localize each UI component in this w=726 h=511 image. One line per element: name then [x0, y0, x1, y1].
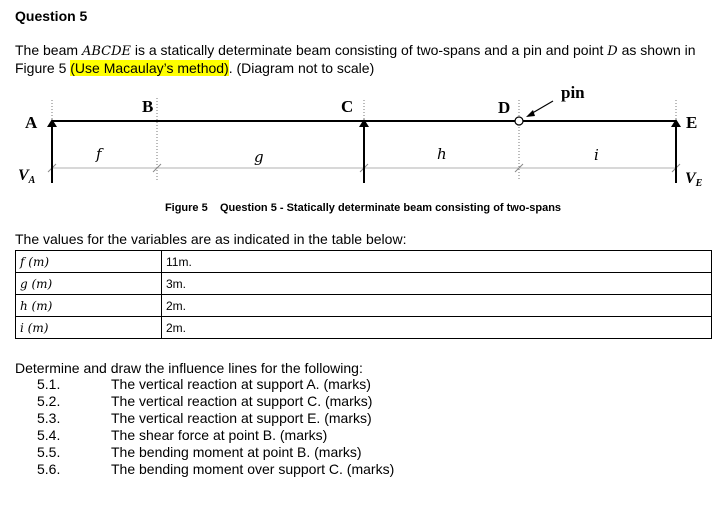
value-cell: 3m. — [162, 273, 712, 295]
task-text: The vertical reaction at support E. (marks) — [111, 410, 372, 426]
label-B: B — [142, 97, 154, 116]
label-A: A — [25, 113, 38, 132]
intro-text-2: is a statically determinate beam consisting of two-spans and a pin and point — [130, 42, 608, 58]
variable-cell: i (m) — [16, 317, 162, 339]
figure-caption — [0, 202, 726, 214]
table-row — [16, 251, 712, 273]
tasks-intro: Determine and draw the influence lines for the following: — [15, 360, 363, 376]
label-pin: pin — [561, 83, 585, 102]
reaction-label-VA: VA — [18, 167, 36, 186]
point-name: D — [607, 44, 618, 59]
task-text: The bending moment at point B. (marks) — [111, 444, 362, 460]
task-number: 5.6. — [37, 461, 61, 477]
variable-cell: h (m) — [16, 295, 162, 317]
pin-pointer-arrow — [526, 101, 553, 117]
value-cell: 2m. — [162, 295, 712, 317]
variables-table — [15, 250, 712, 339]
span-label-f: f — [96, 145, 102, 163]
support-arrow-C — [359, 119, 369, 183]
task-number: 5.5. — [37, 444, 61, 460]
task-text: The bending moment over support C. (marks) — [111, 461, 395, 477]
span-label-h: h — [437, 145, 447, 163]
span-label-g: g — [254, 148, 264, 166]
variable-cell: g (m) — [16, 273, 162, 295]
method-highlight: (Use Macaulay’s method) — [70, 60, 229, 76]
task-number: 5.4. — [37, 427, 61, 443]
intro-text-4: . (Diagram not to scale) — [228, 60, 375, 76]
intro-text-1: The beam — [15, 42, 82, 58]
caption-text: Question 5 - Statically determinate beam consisting of two-spans — [219, 202, 562, 214]
value-cell: 2m. — [162, 317, 712, 339]
label-E: E — [686, 113, 698, 132]
table-row — [16, 317, 712, 339]
support-arrow-E — [671, 119, 681, 183]
beam-figure — [0, 80, 726, 202]
intro-text-3: as shown in Figure 5 — [15, 42, 696, 76]
task-number: 5.2. — [37, 393, 61, 409]
label-D: D — [498, 98, 511, 117]
span-label-i: i — [594, 146, 599, 164]
question-intro — [15, 42, 715, 77]
value-cell: 11m. — [162, 251, 712, 273]
table-row — [16, 273, 712, 295]
label-C: C — [341, 97, 354, 116]
pin-symbol — [515, 117, 523, 125]
variable-cell: f (m) — [16, 251, 162, 273]
task-number: 5.3. — [37, 410, 61, 426]
support-arrow-A — [47, 119, 57, 183]
task-text: The vertical reaction at support A. (marks) — [111, 376, 371, 392]
task-text: The vertical reaction at support C. (marks) — [111, 393, 373, 409]
task-number: 5.1. — [37, 376, 61, 392]
task-text: The shear force at point B. (marks) — [111, 427, 328, 443]
reaction-label-VE: VE — [685, 170, 703, 189]
question-title: Question 5 — [15, 8, 88, 24]
caption-number: Figure 5 — [164, 202, 208, 214]
beam-name: ABCDE — [81, 44, 131, 59]
table-intro: The values for the variables are as indicated in the table below: — [15, 231, 407, 247]
table-row — [16, 295, 712, 317]
